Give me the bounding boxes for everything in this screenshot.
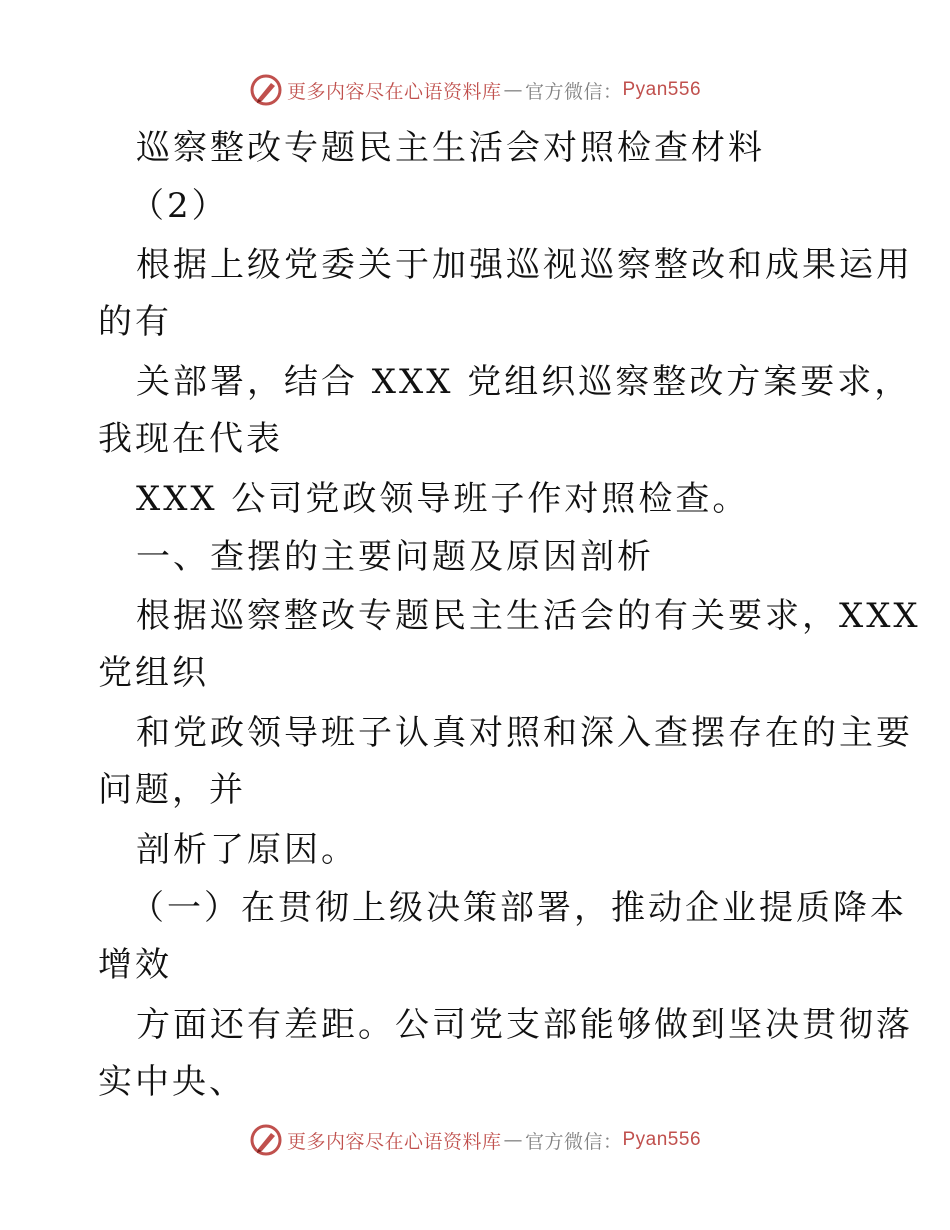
text-line: XXX 公司党政领导班子作对照检查。 — [136, 479, 750, 519]
text-line: 的有 — [98, 302, 172, 342]
pen-logo-icon — [249, 1123, 283, 1157]
text-line: 我现在代表 — [98, 419, 283, 459]
subsection-heading: （一）在贯彻上级决策部署，推动企业提质降本 — [130, 888, 907, 928]
banner-site-text: 更多内容尽在心语资料库 — [286, 80, 502, 103]
footer-banner — [0, 1118, 950, 1162]
text-line: 和党政领导班子认真对照和深入查摆存在的主要 — [136, 713, 913, 753]
banner-site-text: 更多内容尽在心语资料库 — [286, 1130, 502, 1153]
banner-wechat-id: Pyan556 — [622, 1129, 702, 1150]
text-line: 方面还有差距。公司党支部能够做到坚决贯彻落 — [136, 1005, 913, 1045]
banner-dash: — — [503, 1129, 523, 1151]
banner-dash: — — [503, 79, 523, 101]
header-banner — [0, 68, 950, 112]
text-line: 党组织 — [98, 653, 209, 693]
section-heading: 一、查摆的主要问题及原因剖析 — [136, 537, 654, 577]
text-line: 剖析了原因。 — [136, 830, 358, 870]
document-subtitle: （2） — [130, 186, 229, 226]
text-line: 根据巡察整改专题民主生活会的有关要求，XXX — [136, 596, 921, 636]
banner-wechat-id: Pyan556 — [622, 79, 702, 100]
text-line: 增效 — [98, 945, 172, 985]
text-line: 根据上级党委关于加强巡视巡察整改和成果运用 — [136, 245, 913, 285]
text-line: 关部署，结合 XXX 党组织巡察整改方案要求， — [136, 362, 912, 402]
text-line: 问题，并 — [98, 770, 246, 810]
text-line: 实中央、 — [98, 1062, 246, 1102]
banner-wechat-label: 官方微信： — [524, 1130, 623, 1153]
banner-wechat-label: 官方微信： — [524, 80, 623, 103]
pen-logo-icon — [249, 73, 283, 107]
document-title: 巡察整改专题民主生活会对照检查材料 — [136, 128, 765, 168]
